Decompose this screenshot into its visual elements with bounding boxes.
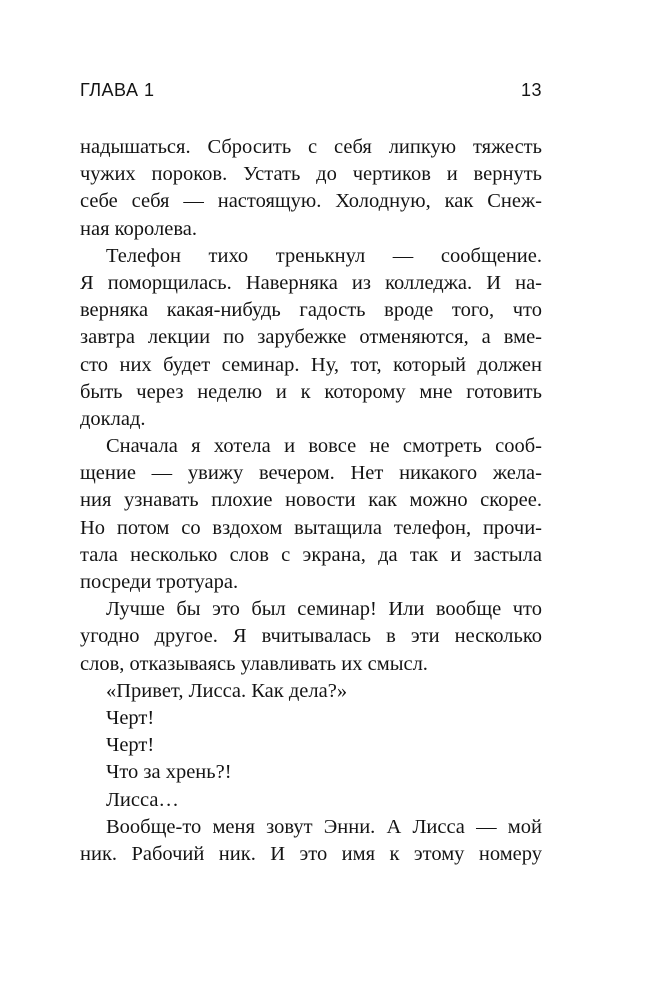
text-line: ная королева. [80,217,197,240]
text-line: доклад. [80,407,146,430]
text-line: ния узнавать плохие новости как можно скорее. [80,489,542,512]
text-line: Телефон тихо тренькнул — сообщение. [106,244,542,267]
text-line: сто них будет семинар. Ну, тот, который должен [80,353,542,376]
text-line: чужих пороков. Устать до чертиков и вернуть [80,163,542,186]
text-line: Что за хрень?! [106,761,232,784]
text-line: надышаться. Сбросить с себя липкую тяжесть [80,136,542,158]
text-line: себе себя — настоящую. Холодную, как Снеж- [80,190,542,213]
text-line: посреди тротуара. [80,571,239,593]
page-number: 13 [520,80,542,100]
text-line: щение — увижу вечером. Нет никакого жела- [80,462,542,485]
text-line: тала несколько слов с экрана, да так и застыла [80,543,542,566]
text-line: Лучше бы это был семинар! Или вообще что [106,598,542,621]
text-line: Но потом со вздохом вытащила телефон, прочи- [80,516,542,539]
text-line: Сначала я хотела и вовсе не смотреть сооб- [106,435,542,458]
text-line: слов, отказываясь улавливать их смысл. [80,652,428,675]
text-line: Лисса… [106,788,179,811]
chapter-title: ГЛАВА 1 [80,80,155,100]
page-body [80,134,542,868]
text-line: завтра лекции по зарубежке отменяются, а вме- [80,326,542,349]
text-line: быть через неделю и к которому мне готовить [80,380,542,403]
text-line: Я поморщилась. Наверняка из колледжа. И на- [80,271,542,294]
text-line: Вообще-то меня зовут Энни. А Лисса — мой [106,815,542,838]
text-line: угодно другое. Я вчитывалась в эти несколько [80,625,542,648]
page-header [80,80,542,101]
text-line: Черт! [106,734,155,757]
text-line: ник. Рабочий ник. И это имя к этому номеру [80,842,542,865]
text-line: верняка какая-нибудь гадость вроде того, что [80,299,542,322]
text-line: Черт! [106,706,155,729]
text-line: «Привет, Лисса. Как дела?» [106,679,348,702]
